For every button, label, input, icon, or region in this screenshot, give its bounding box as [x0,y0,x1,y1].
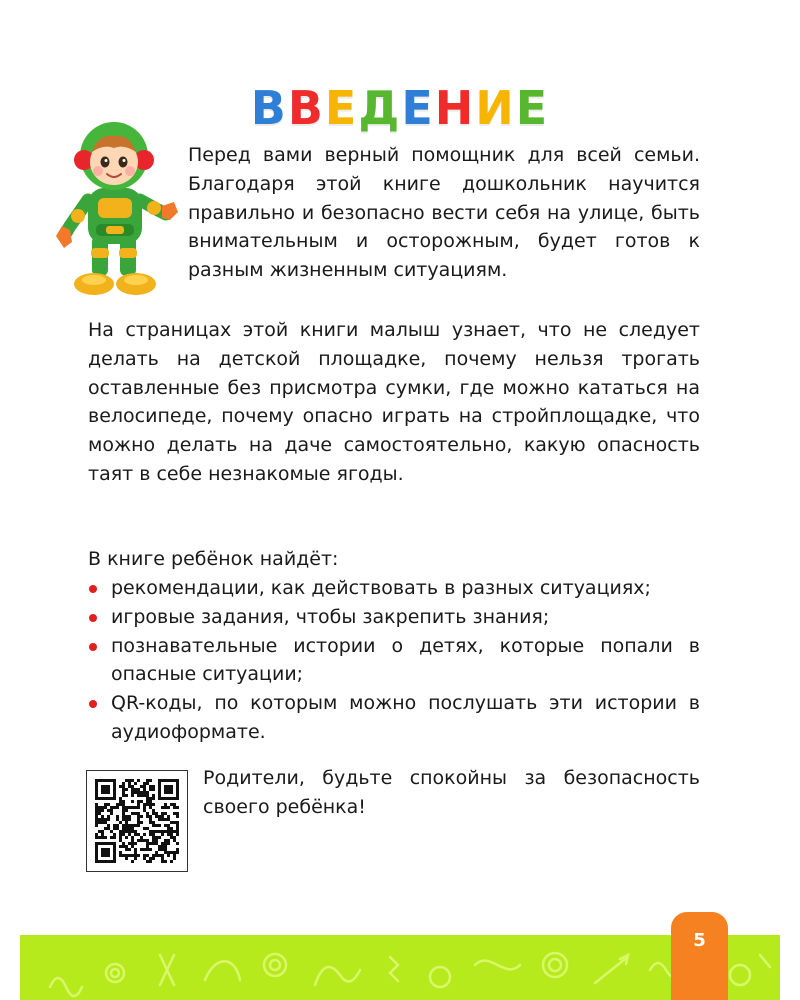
list-item [88,574,700,603]
content-paragraph: На страницах этой книги малыш узнает, что не следует делать на детской площадке, почему нельзя трогать оставленные без присмотра сумки, где можно кататься на велосипеде, почему опасно играть на стройплощадке, что можно делать на даче самостоятельно, какую опасность таят в себе незнакомые ягоды. [88,319,700,485]
list-item [88,689,700,747]
list-item-text: познавательные истории о детях, которые попали в опасные ситуации; [111,634,700,686]
list-item-text: QR-коды, по которым можно послушать эти истории в аудиоформате. [111,692,700,743]
title-letter: Е [401,81,435,135]
title-letter: Д [358,81,402,135]
title-letter: Е [515,81,550,135]
list-item-text: игровые задания, чтобы закрепить знания; [111,605,550,628]
title-letter: Н [434,81,476,135]
features-list [88,574,700,747]
title-letter: Е [324,81,359,135]
list-item [88,603,700,632]
intro-paragraph: Перед вами верный помощник для всей семьи. Благодаря этой книге дошкольник научится правильно и безопасно вести себя на улице, быть внимательным и осторожным, будет готов к разным жизненным ситуациям. [188,144,700,282]
decorative-footer-band [20,935,780,1000]
title-letter: В [250,81,288,135]
list-item-text: рекомендации, как действовать в разных ситуациях; [111,577,651,599]
title-letter: И [475,81,516,135]
page-number: 5 [693,930,706,951]
list-item [88,632,700,690]
title-letter: В [287,81,325,135]
bullet-icon [89,585,97,593]
list-intro: В книге ребёнок найдёт: [88,548,339,570]
bullet-icon [89,643,97,651]
robot-boy-mascot-icon [50,118,180,308]
closing-paragraph: Родители, будьте спокойны за безопасность своего ребёнка! [203,767,700,818]
bullet-icon [89,614,97,622]
qr-code-icon[interactable] [86,770,188,872]
bullet-icon [89,700,97,708]
page-number-tab [671,912,728,1000]
